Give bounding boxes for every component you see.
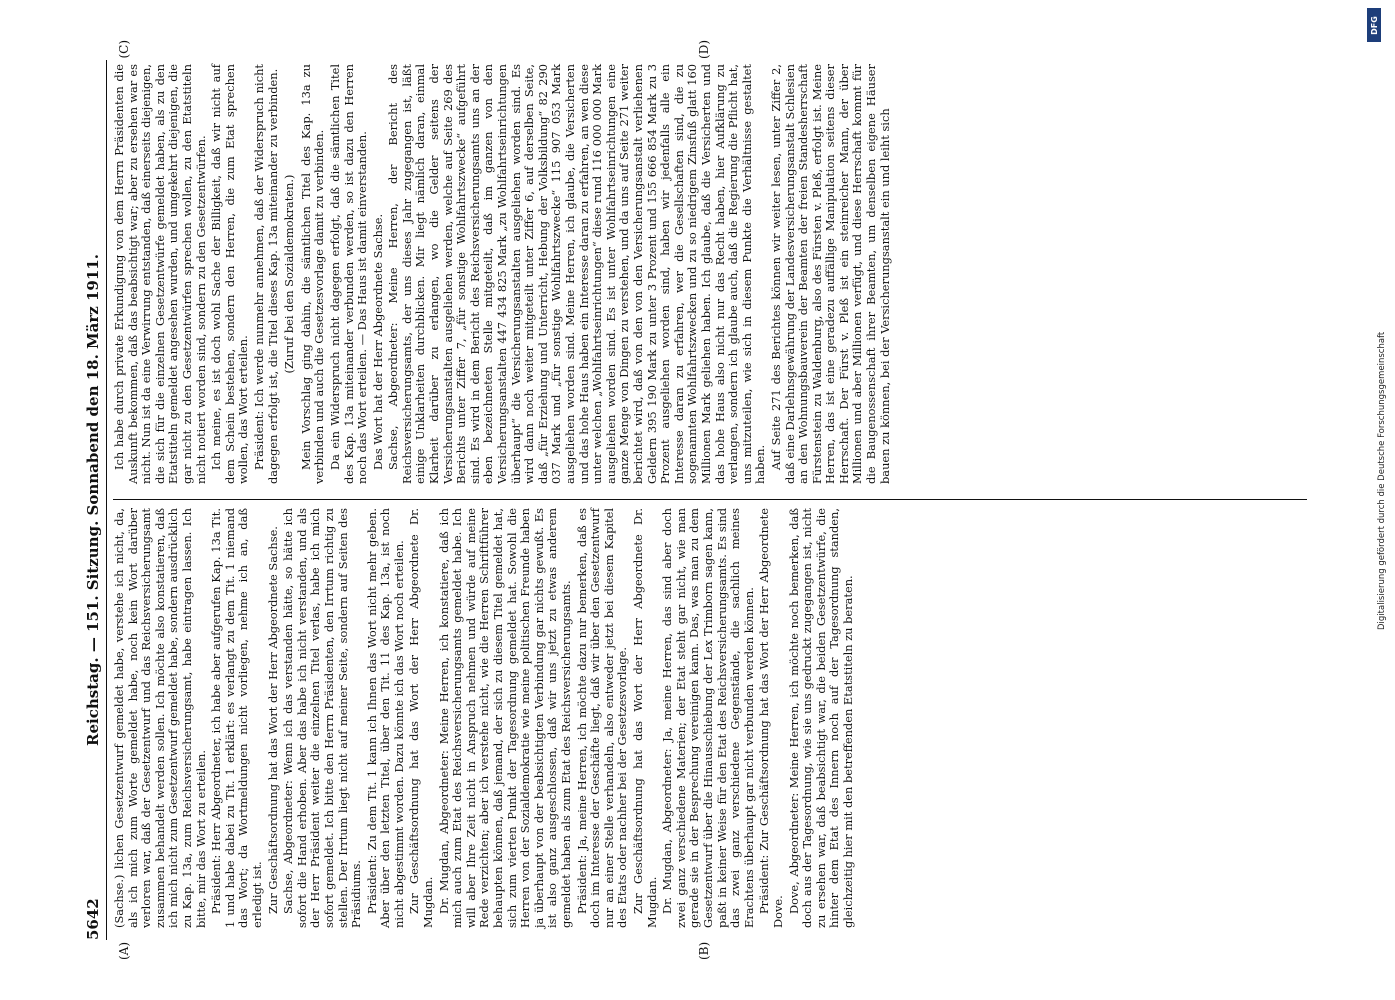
paragraph: Auf Seite 271 des Berichtes können wir weiter lesen, unter Ziffer 2, daß eine Darlehnsgewährung der Landesversicherungsanstalt Schlesien an den Wohnungsbauverein der Beamten der freien Standesherrschaft Fürstenstein zu Waldenburg, also des Fürsten v. Pleß, erfolgt ist. Meine Herren, das ist eine geradezu auffällige Manipulation seitens dieser Herrschaft. Der Fürst v. Pleß ist ein steinreicher Mann, der über Millionen und aber Millionen verfügt, und diese Herrschaft kommt für die Baugenossenschaft ihrer Beamten, um denselben eigene Häuser bauen zu können, bei der Versicherungsanstalt ein und leiht sich — [768, 64, 892, 484]
attribution-strip — [1363, 10, 1387, 1000]
paragraph: Präsident: Ja, meine Herren, ich möchte dazu nur bemerken, daß es doch im Interesse der Geschäfte liegt, daß wir über den Gesetzentwurf nur an einer Stelle verhandeln, also entweder jetzt bei diesem Kapitel des Etats oder nachher bei der Gesetzesvorlage. — [574, 508, 629, 928]
paragraph: Zur Geschäftsordnung hat das Wort der Herr Abgeordnete Sachse. — [265, 526, 280, 914]
paragraph: Sachse, Abgeordneter: Meine Herren, der Bericht des Reichsversicherungsamts, der uns dieses Jahr zugegangen ist, läßt einige Unklarheiten durchblicken. Mir liegt nämlich daran, einmal Klarheit darüber zu erlangen, wo die Gelder seitens der Versicherungsanstalten ausgeliehen werden, welche auf Seite 269 des Berichts unter Ziffer 7, „für sonstige Wohlfahrtszwecke“ aufgeführt sind. Es wird in dem Bericht des Reichsversicherungsamts uns an der eben bezeichneten Stelle mitgeteilt, daß im ganzen von den Versicherungsanstalten 447 434 825 Mark „zu Wohlfahrtseinrichtungen überhaupt“ die Versicherungsanstalten ausgeliehen worden sind. Es wird dann noch weiter mitgeteilt unter Ziffer 6, auf derselben Seite, daß „für Erziehung und Unterricht, Hebung der Volksbildung“ 82 290 037 Mark und „für sonstige Wohlfahrtszwecke“ 115 907 053 Mark ausgeliehen worden sind. Meine Herren, ich glaube, die Versicherten und das hohe Haus haben ein Interesse daran zu erfahren, an wen diese unter welchen „Wohlfahrtseinrichtungen“ diese rund 116 000 000 Mark ausgeliehen worden sind. Es ist unter Wohlfahrtseinrichtungen eine ganze Menge von Dingen zu verstehen, und da uns auf Seite 271 weiter berichtet wird, daß von den von den Versicherungsanstalt verliehenen Geldern 395 190 Mark zu unter 3 Prozent und 155 666 854 Mark zu 3 Prozent ausgeliehen worden sind, haben wir jedenfalls alle ein Interesse daran zu erfahren, wer die Gesellschaften sind, die zu sogenannten Wohlfahrtszwecken und zu so niedrigem Zinsfuß glatt 160 Millionen Mark geliehen haben. Ich glaube, daß die Versicherten und das hohe Haus also nicht nur das Recht haben, hier Aufklärung zu verlangen, sondern ich glaube auch, daß die Regierung die Pflicht hat, uns mitzuteilen, wie sich in diesem Punkte die Verhältnisse gestaltet haben. — [385, 64, 767, 484]
page-number: 5642 — [83, 898, 102, 940]
attribution-text: Digitalisierung gefördert durch die Deutsche Forschungsgemeinschaft — [1377, 331, 1387, 630]
margin-label-a: (A) — [116, 941, 131, 960]
paragraph: Das Wort hat der Herr Abgeordnete Sachse. — [370, 213, 385, 470]
page-header — [82, 60, 107, 940]
paragraph: Zur Geschäftsordnung hat das Wort der Herr Abgeordnete Dr. Mugdan. — [630, 508, 659, 928]
paragraph: Dr. Mugdan, Abgeordneter: Ja, meine Herren, das sind aber doch zwei ganz verschiedene Materien; der Etat steht gar nicht, wie man gerade sie in der Besprechung vereinigen kann. Das, was man zu dem Gesetzentwurf über die Hinausschiebung der Lex Trimborn sagen kann, paßt in keiner Weise für den Etat des Reichsversicherungsamts. Es sind das zwei ganz verschiedene Gegenstände, die sachlich meines Erachtens überhaupt gar nicht verbunden werden können. — [659, 508, 756, 928]
left-column — [113, 508, 1307, 928]
paragraph: Präsident: Herr Abgeordneter, ich habe aber aufgerufen Kap. 13a Tit. 1 und habe dabei zu Tit. 1 erklärt: es verlangt zu dem Tit. 1 niemand das Wort; da Wortmeldungen nicht vorliegen, nehme ich an, daß erledigt ist. — [208, 508, 264, 928]
interjection: (Zuruf bei den Sozialdemokraten.) — [281, 174, 296, 374]
page-title: Reichstag. — 151. Sitzung. Sonnabend den 18. März 1911. — [83, 254, 102, 746]
paragraph: Zur Geschäftsordnung hat das Wort der Herr Abgeordnete Dr. Mugdan. — [406, 508, 435, 928]
paragraph: (Sachse.) lichen Gesetzentwurf gemeldet habe, verstehe ich nicht, da, als ich mich zum Worte gemeldet habe, noch kein Wort darüber verloren war, daß der Gesetzentwurf und das Reichsversicherungsamt zusammen behandelt werden sollen. Ich möchte also konstatieren, daß ich mich nicht zum Gesetzentwurf gemeldet habe, sondern ausdrücklich zu Kap. 13a, zum Reichsversicherungsamt, habe eintragen lassen. Ich bitte, mir das Wort zu erteilen. — [111, 508, 208, 928]
paragraph: Sachse, Abgeordneter: Wenn ich das verstanden hätte, so hätte ich sofort die Hand erhoben. Aber das habe ich nicht verstanden, und als der Herr Präsident weiter die einzelnen Titel verlas, habe ich mich sofort gemeldet. Ich bitte den Herrn Präsidenten, den Irrtum richtig zu stellen. Der Irrtum liegt nicht auf meiner Seite, sondern auf Seiten des Präsidiums. — [280, 508, 363, 928]
paragraph: Präsident: Zur Geschäftsordnung hat das Wort der Herr Abgeordnete Dove. — [756, 508, 785, 928]
margin-label-b: (B) — [696, 941, 711, 960]
margin-label-c: (C) — [116, 40, 131, 59]
paragraph: Da ein Widerspruch nicht dagegen erfolgt, daß die sämtlichen Titel des Kap. 13a miteinander verbunden werden, so ist dazu den Herren noch das Wort erteilen. — Das Haus ist damit einverstanden. — [327, 64, 369, 484]
paragraph: Ich habe durch private Erkundigung von dem Herrn Präsidenten die Auskunft bekommen, daß das beabsichtigt war; aber zu ersehen war es nicht. Nun ist da eine Verwirrung entstanden, daß einerseits diejenigen, die sich für die einzelnen Gesetzentwürfe gemeldet haben, als zu den Etatstiteln gemeldet angesehen wurden, und umgekehrt diejenigen, die gar nicht zu den Gesetzentwürfen sprechen wollen, zu den Etatstiteln nicht notiert worden sind, sondern zu den Gesetzentwürfen. — [111, 64, 208, 484]
paragraph: Mein Vorschlag ging dahin, die sämtlichen Titel des Kap. 13a zu verbinden und auch die Gesetzesvorlage damit zu verbinden. — [298, 64, 326, 484]
paragraph: Dove, Abgeordneter: Meine Herren, ich möchte noch bemerken, daß doch aus der Tagesordnung, wie sie uns gedruckt zugegangen ist, nicht zu ersehen war, daß beabsichtigt war, die beiden Gesetzentwürfe, die hinter dem Etat des Innern noch auf der Tagesordnung standen, gleichzeitig hier mit den betreffenden Etatstiteln zu beraten. — [786, 508, 855, 928]
paragraph: Präsident: Ich werde nunmehr annehmen, daß der Widerspruch nicht dagegen erfolgt ist, die Titel dieses Kap. 13a miteinander zu verbinden. — [251, 64, 280, 484]
paragraph: Präsident: Zu dem Tit. 1 kann ich Ihnen das Wort nicht mehr geben. Aber über den letzten Titel, über den Tit. 11 des Kap. 13a, ist noch nicht abgestimmt worden. Dazu könnte ich das Wort noch erteilen. — [364, 508, 406, 928]
margin-label-d: (D) — [696, 40, 711, 59]
paragraph: Ich meine, es ist doch wohl Sache der Billigkeit, daß wir nicht auf dem Schein bestehen, sondern den Herren, die zum Etat sprechen wollen, das Wort erteilen. — [208, 64, 250, 484]
column-divider — [113, 499, 1307, 500]
dfg-logo: DFG — [1367, 8, 1381, 42]
document-page — [57, 30, 1327, 970]
right-column — [113, 64, 1307, 484]
paragraph: Dr. Mugdan, Abgeordneter: Meine Herren, ich konstatiere, daß ich mich auch zum Etat des Reichsversicherungsamts gemeldet habe. Ich will aber Ihre Zeit nicht in Anspruch nehmen und würde auf meine Rede verzichten; aber ich verstehe nicht, wie die Herren Schriftführer behaupten können, daß jemand, der sich zu diesem Titel gemeldet hat, sich zum vierten Punkt der Tagesordnung gemeldet hat. Sowohl die Herren von der Sozialdemokratie wie meine politischen Freunde haben ja überhaupt von der beabsichtigten Verbindung gar nichts gewußt. Es ist also ganz ausgeschlossen, daß wir uns jetzt zu etwas anderem gemeldet haben als zum Etat des Reichsversicherungsamts. — [436, 508, 573, 928]
